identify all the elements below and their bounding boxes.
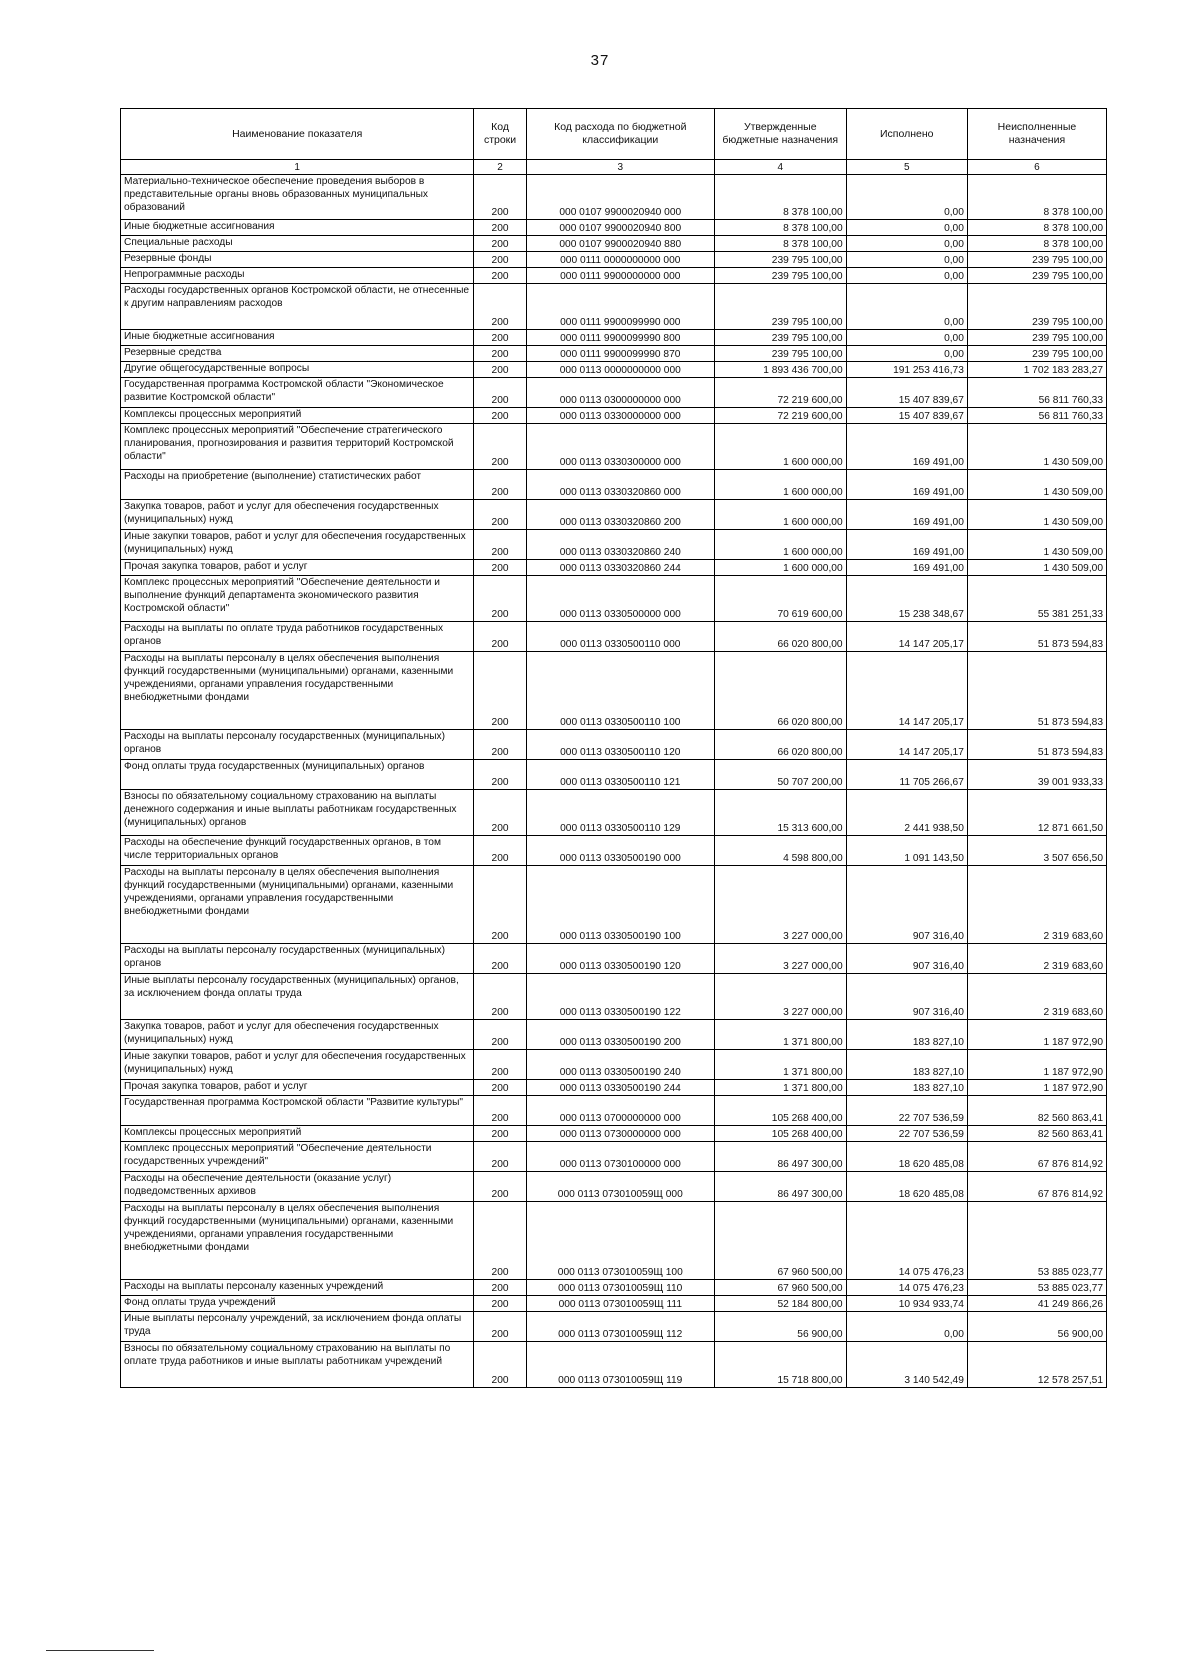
unexecuted-cell: 82 560 863,41 (967, 1096, 1106, 1126)
indicator-name-cell: Иные закупки товаров, работ и услуг для обеспечения государственных (муниципальных) нужд (121, 530, 474, 560)
row-code-cell: 200 (474, 175, 526, 220)
unexecuted-cell: 1 430 509,00 (967, 470, 1106, 500)
approved-cell: 15 718 800,00 (714, 1342, 846, 1388)
unexecuted-cell: 2 319 683,60 (967, 866, 1106, 944)
indicator-name-cell: Закупка товаров, работ и услуг для обеспечения государственных (муниципальных) нужд (121, 1020, 474, 1050)
table-row (121, 560, 1107, 576)
table-row (121, 1172, 1107, 1202)
classification-code-cell: 000 0113 0330000000 000 (526, 408, 714, 424)
table-row (121, 944, 1107, 974)
approved-cell: 1 893 436 700,00 (714, 362, 846, 378)
indicator-name-cell: Резервные фонды (121, 252, 474, 268)
classification-code-cell: 000 0113 0330320860 244 (526, 560, 714, 576)
unexecuted-cell: 12 578 257,51 (967, 1342, 1106, 1388)
approved-cell: 4 598 800,00 (714, 836, 846, 866)
table-row (121, 622, 1107, 652)
classification-code-cell: 000 0111 9900099990 800 (526, 330, 714, 346)
unexecuted-cell: 1 187 972,90 (967, 1080, 1106, 1096)
indicator-name-cell: Расходы на обеспечение деятельности (оказание услуг) подведомственных архивов (121, 1172, 474, 1202)
approved-cell: 8 378 100,00 (714, 220, 846, 236)
approved-cell: 1 600 000,00 (714, 500, 846, 530)
approved-cell: 1 371 800,00 (714, 1020, 846, 1050)
classification-code-cell: 000 0113 0330500110 100 (526, 652, 714, 730)
indicator-name-cell: Расходы государственных органов Костромской области, не отнесенные к другим направлениям расходов (121, 284, 474, 330)
column-number: 3 (526, 160, 714, 175)
unexecuted-cell: 2 319 683,60 (967, 944, 1106, 974)
unexecuted-cell: 51 873 594,83 (967, 652, 1106, 730)
table-row (121, 1096, 1107, 1126)
classification-code-cell: 000 0113 0330320860 240 (526, 530, 714, 560)
executed-cell: 0,00 (846, 175, 967, 220)
unexecuted-cell: 1 187 972,90 (967, 1050, 1106, 1080)
classification-code-cell: 000 0113 0330500190 120 (526, 944, 714, 974)
indicator-name-cell: Расходы на выплаты персоналу казенных учреждений (121, 1280, 474, 1296)
approved-cell: 72 219 600,00 (714, 378, 846, 408)
row-code-cell: 200 (474, 1342, 526, 1388)
unexecuted-cell: 39 001 933,33 (967, 760, 1106, 790)
classification-code-cell: 000 0107 9900020940 880 (526, 236, 714, 252)
table-row (121, 330, 1107, 346)
table-row (121, 760, 1107, 790)
executed-cell: 169 491,00 (846, 424, 967, 470)
executed-cell: 14 075 476,23 (846, 1280, 967, 1296)
approved-cell: 3 227 000,00 (714, 974, 846, 1020)
classification-code-cell: 000 0113 073010059Щ 000 (526, 1172, 714, 1202)
unexecuted-cell: 41 249 866,26 (967, 1296, 1106, 1312)
approved-cell: 56 900,00 (714, 1312, 846, 1342)
unexecuted-cell: 239 795 100,00 (967, 252, 1106, 268)
classification-code-cell: 000 0113 073010059Щ 100 (526, 1202, 714, 1280)
table-row (121, 1280, 1107, 1296)
approved-cell: 66 020 800,00 (714, 622, 846, 652)
table-row (121, 220, 1107, 236)
column-number: 6 (967, 160, 1106, 175)
indicator-name-cell: Комплексы процессных мероприятий (121, 1126, 474, 1142)
indicator-name-cell: Расходы на обеспечение функций государственных органов, в том числе территориальных органов (121, 836, 474, 866)
indicator-name-cell: Расходы на выплаты персоналу в целях обеспечения выполнения функций государственными (муниципальными) органами, казенными учреждениями, органами управления государственными внебюджетными фондами (121, 1202, 474, 1280)
classification-code-cell: 000 0113 0300000000 000 (526, 378, 714, 408)
executed-cell: 14 147 205,17 (846, 652, 967, 730)
table-body (121, 175, 1107, 1388)
table-row (121, 836, 1107, 866)
classification-code-cell: 000 0107 9900020940 000 (526, 175, 714, 220)
row-code-cell: 200 (474, 1312, 526, 1342)
table-row (121, 530, 1107, 560)
unexecuted-cell: 56 900,00 (967, 1312, 1106, 1342)
classification-code-cell: 000 0113 073010059Щ 110 (526, 1280, 714, 1296)
indicator-name-cell: Иные выплаты персоналу государственных (муниципальных) органов, за исключением фонда оплаты труда (121, 974, 474, 1020)
executed-cell: 22 707 536,59 (846, 1126, 967, 1142)
table-row (121, 252, 1107, 268)
approved-cell: 3 227 000,00 (714, 866, 846, 944)
table-row (121, 424, 1107, 470)
table-row (121, 866, 1107, 944)
classification-code-cell: 000 0113 0330500190 100 (526, 866, 714, 944)
row-code-cell: 200 (474, 346, 526, 362)
unexecuted-cell: 1 430 509,00 (967, 500, 1106, 530)
executed-cell: 907 316,40 (846, 866, 967, 944)
indicator-name-cell: Расходы на выплаты персоналу в целях обеспечения выполнения функций государственными (муниципальными) органами, казенными учреждениями, органами управления государственными внебюджетными фондами (121, 652, 474, 730)
classification-code-cell: 000 0113 0330300000 000 (526, 424, 714, 470)
approved-cell: 67 960 500,00 (714, 1202, 846, 1280)
header-approved: Утвержденные бюджетные назначения (714, 109, 846, 160)
approved-cell: 105 268 400,00 (714, 1126, 846, 1142)
indicator-name-cell: Комплекс процессных мероприятий "Обеспечение деятельности и выполнение функций департамента экономического развития Костромской области" (121, 576, 474, 622)
unexecuted-cell: 82 560 863,41 (967, 1126, 1106, 1142)
indicator-name-cell: Иные выплаты персоналу учреждений, за исключением фонда оплаты труда (121, 1312, 474, 1342)
row-code-cell: 200 (474, 1142, 526, 1172)
classification-code-cell: 000 0111 9900000000 000 (526, 268, 714, 284)
budget-execution-table (120, 108, 1107, 1388)
header-executed: Исполнено (846, 109, 967, 160)
header-unexecuted: Неисполненные назначения (967, 109, 1106, 160)
table-row (121, 1296, 1107, 1312)
row-code-cell: 200 (474, 1296, 526, 1312)
approved-cell: 66 020 800,00 (714, 652, 846, 730)
row-code-cell: 200 (474, 330, 526, 346)
executed-cell: 2 441 938,50 (846, 790, 967, 836)
classification-code-cell: 000 0113 0330500000 000 (526, 576, 714, 622)
executed-cell: 14 147 205,17 (846, 730, 967, 760)
table-row (121, 236, 1107, 252)
unexecuted-cell: 239 795 100,00 (967, 330, 1106, 346)
row-code-cell: 200 (474, 576, 526, 622)
approved-cell: 239 795 100,00 (714, 252, 846, 268)
executed-cell: 3 140 542,49 (846, 1342, 967, 1388)
classification-code-cell: 000 0113 0700000000 000 (526, 1096, 714, 1126)
approved-cell: 86 497 300,00 (714, 1142, 846, 1172)
classification-code-cell: 000 0113 073010059Щ 111 (526, 1296, 714, 1312)
indicator-name-cell: Материально-техническое обеспечение проведения выборов в представительные органы вновь образованных муниципальных образований (121, 175, 474, 220)
table-row (121, 730, 1107, 760)
table-row (121, 576, 1107, 622)
table-row (121, 1126, 1107, 1142)
executed-cell: 0,00 (846, 252, 967, 268)
unexecuted-cell: 1 430 509,00 (967, 560, 1106, 576)
unexecuted-cell: 51 873 594,83 (967, 730, 1106, 760)
approved-cell: 67 960 500,00 (714, 1280, 846, 1296)
executed-cell: 10 934 933,74 (846, 1296, 967, 1312)
indicator-name-cell: Специальные расходы (121, 236, 474, 252)
column-number-row (121, 160, 1107, 175)
executed-cell: 169 491,00 (846, 500, 967, 530)
indicator-name-cell: Расходы на выплаты по оплате труда работников государственных органов (121, 622, 474, 652)
classification-code-cell: 000 0113 0330500110 121 (526, 760, 714, 790)
table-row (121, 652, 1107, 730)
approved-cell: 70 619 600,00 (714, 576, 846, 622)
executed-cell: 14 147 205,17 (846, 622, 967, 652)
indicator-name-cell: Иные закупки товаров, работ и услуг для обеспечения государственных (муниципальных) нужд (121, 1050, 474, 1080)
row-code-cell: 200 (474, 730, 526, 760)
row-code-cell: 200 (474, 622, 526, 652)
executed-cell: 169 491,00 (846, 530, 967, 560)
classification-code-cell: 000 0111 9900099990 000 (526, 284, 714, 330)
executed-cell: 191 253 416,73 (846, 362, 967, 378)
executed-cell: 907 316,40 (846, 944, 967, 974)
approved-cell: 239 795 100,00 (714, 268, 846, 284)
unexecuted-cell: 2 319 683,60 (967, 974, 1106, 1020)
unexecuted-cell: 51 873 594,83 (967, 622, 1106, 652)
header-classification-code: Код расхода по бюджетной классификации (526, 109, 714, 160)
table-row (121, 1080, 1107, 1096)
indicator-name-cell: Взносы по обязательному социальному страхованию на выплаты по оплате труда работников и иные выплаты работникам учреждений (121, 1342, 474, 1388)
indicator-name-cell: Государственная программа Костромской области "Экономическое развитие Костромской области" (121, 378, 474, 408)
row-code-cell: 200 (474, 220, 526, 236)
table-row (121, 974, 1107, 1020)
unexecuted-cell: 8 378 100,00 (967, 220, 1106, 236)
table-row (121, 175, 1107, 220)
unexecuted-cell: 56 811 760,33 (967, 408, 1106, 424)
header-row (121, 109, 1107, 160)
executed-cell: 907 316,40 (846, 974, 967, 1020)
page-number: 37 (590, 52, 610, 69)
unexecuted-cell: 53 885 023,77 (967, 1280, 1106, 1296)
header-row-code: Код строки (474, 109, 526, 160)
executed-cell: 15 238 348,67 (846, 576, 967, 622)
unexecuted-cell: 239 795 100,00 (967, 346, 1106, 362)
approved-cell: 1 600 000,00 (714, 424, 846, 470)
table-row (121, 346, 1107, 362)
row-code-cell: 200 (474, 236, 526, 252)
column-number: 1 (121, 160, 474, 175)
row-code-cell: 200 (474, 652, 526, 730)
table-row (121, 470, 1107, 500)
row-code-cell: 200 (474, 1020, 526, 1050)
classification-code-cell: 000 0113 0330500190 244 (526, 1080, 714, 1096)
approved-cell: 52 184 800,00 (714, 1296, 846, 1312)
table-row (121, 408, 1107, 424)
indicator-name-cell: Фонд оплаты труда государственных (муниципальных) органов (121, 760, 474, 790)
classification-code-cell: 000 0113 0330500190 122 (526, 974, 714, 1020)
executed-cell: 183 827,10 (846, 1020, 967, 1050)
row-code-cell: 200 (474, 866, 526, 944)
executed-cell: 183 827,10 (846, 1080, 967, 1096)
unexecuted-cell: 56 811 760,33 (967, 378, 1106, 408)
approved-cell: 239 795 100,00 (714, 284, 846, 330)
approved-cell: 1 600 000,00 (714, 530, 846, 560)
indicator-name-cell: Закупка товаров, работ и услуг для обеспечения государственных (муниципальных) нужд (121, 500, 474, 530)
executed-cell: 169 491,00 (846, 470, 967, 500)
indicator-name-cell: Комплекс процессных мероприятий "Обеспечение стратегического планирования, прогнозирования и развития территорий Костромской области" (121, 424, 474, 470)
classification-code-cell: 000 0113 073010059Щ 112 (526, 1312, 714, 1342)
executed-cell: 14 075 476,23 (846, 1202, 967, 1280)
row-code-cell: 200 (474, 252, 526, 268)
executed-cell: 22 707 536,59 (846, 1096, 967, 1126)
row-code-cell: 200 (474, 284, 526, 330)
column-number: 2 (474, 160, 526, 175)
row-code-cell: 200 (474, 424, 526, 470)
approved-cell: 1 371 800,00 (714, 1050, 846, 1080)
executed-cell: 15 407 839,67 (846, 408, 967, 424)
row-code-cell: 200 (474, 1172, 526, 1202)
table-row (121, 1020, 1107, 1050)
column-number: 4 (714, 160, 846, 175)
unexecuted-cell: 53 885 023,77 (967, 1202, 1106, 1280)
table-row (121, 268, 1107, 284)
row-code-cell: 200 (474, 560, 526, 576)
unexecuted-cell: 3 507 656,50 (967, 836, 1106, 866)
table-row (121, 284, 1107, 330)
classification-code-cell: 000 0113 0330500190 200 (526, 1020, 714, 1050)
approved-cell: 86 497 300,00 (714, 1172, 846, 1202)
table-row (121, 1312, 1107, 1342)
row-code-cell: 200 (474, 944, 526, 974)
indicator-name-cell: Резервные средства (121, 346, 474, 362)
approved-cell: 3 227 000,00 (714, 944, 846, 974)
indicator-name-cell: Прочая закупка товаров, работ и услуг (121, 560, 474, 576)
approved-cell: 239 795 100,00 (714, 346, 846, 362)
unexecuted-cell: 1 430 509,00 (967, 530, 1106, 560)
row-code-cell: 200 (474, 836, 526, 866)
executed-cell: 18 620 485,08 (846, 1172, 967, 1202)
executed-cell: 0,00 (846, 330, 967, 346)
row-code-cell: 200 (474, 974, 526, 1020)
executed-cell: 0,00 (846, 346, 967, 362)
row-code-cell: 200 (474, 500, 526, 530)
row-code-cell: 200 (474, 378, 526, 408)
executed-cell: 0,00 (846, 284, 967, 330)
row-code-cell: 200 (474, 1126, 526, 1142)
approved-cell: 105 268 400,00 (714, 1096, 846, 1126)
unexecuted-cell: 239 795 100,00 (967, 284, 1106, 330)
unexecuted-cell: 1 702 183 283,27 (967, 362, 1106, 378)
classification-code-cell: 000 0113 073010059Щ 119 (526, 1342, 714, 1388)
unexecuted-cell: 239 795 100,00 (967, 268, 1106, 284)
row-code-cell: 200 (474, 268, 526, 284)
indicator-name-cell: Непрограммные расходы (121, 268, 474, 284)
approved-cell: 66 020 800,00 (714, 730, 846, 760)
approved-cell: 1 600 000,00 (714, 560, 846, 576)
executed-cell: 0,00 (846, 268, 967, 284)
indicator-name-cell: Другие общегосударственные вопросы (121, 362, 474, 378)
approved-cell: 239 795 100,00 (714, 330, 846, 346)
indicator-name-cell: Государственная программа Костромской области "Развитие культуры" (121, 1096, 474, 1126)
row-code-cell: 200 (474, 1280, 526, 1296)
unexecuted-cell: 67 876 814,92 (967, 1172, 1106, 1202)
table-row (121, 1142, 1107, 1172)
executed-cell: 1 091 143,50 (846, 836, 967, 866)
unexecuted-cell: 8 378 100,00 (967, 236, 1106, 252)
indicator-name-cell: Комплексы процессных мероприятий (121, 408, 474, 424)
approved-cell: 8 378 100,00 (714, 236, 846, 252)
indicator-name-cell: Иные бюджетные ассигнования (121, 330, 474, 346)
row-code-cell: 200 (474, 1080, 526, 1096)
row-code-cell: 200 (474, 1050, 526, 1080)
approved-cell: 1 371 800,00 (714, 1080, 846, 1096)
approved-cell: 50 707 200,00 (714, 760, 846, 790)
classification-code-cell: 000 0107 9900020940 800 (526, 220, 714, 236)
table-row (121, 1050, 1107, 1080)
indicator-name-cell: Фонд оплаты труда учреждений (121, 1296, 474, 1312)
classification-code-cell: 000 0113 0330500110 120 (526, 730, 714, 760)
row-code-cell: 200 (474, 760, 526, 790)
executed-cell: 183 827,10 (846, 1050, 967, 1080)
header-indicator-name: Наименование показателя (121, 109, 474, 160)
indicator-name-cell: Расходы на выплаты персоналу в целях обеспечения выполнения функций государственными (муниципальными) органами, казенными учреждениями, органами управления государственными внебюджетными фондами (121, 866, 474, 944)
classification-code-cell: 000 0113 0330320860 000 (526, 470, 714, 500)
table-row (121, 1342, 1107, 1388)
row-code-cell: 200 (474, 1202, 526, 1280)
row-code-cell: 200 (474, 790, 526, 836)
table-row (121, 790, 1107, 836)
classification-code-cell: 000 0111 0000000000 000 (526, 252, 714, 268)
table-row (121, 378, 1107, 408)
approved-cell: 15 313 600,00 (714, 790, 846, 836)
row-code-cell: 200 (474, 408, 526, 424)
executed-cell: 0,00 (846, 220, 967, 236)
row-code-cell: 200 (474, 470, 526, 500)
indicator-name-cell: Расходы на выплаты персоналу государственных (муниципальных) органов (121, 730, 474, 760)
indicator-name-cell: Комплекс процессных мероприятий "Обеспечение деятельности государственных учреждений" (121, 1142, 474, 1172)
unexecuted-cell: 55 381 251,33 (967, 576, 1106, 622)
approved-cell: 8 378 100,00 (714, 175, 846, 220)
classification-code-cell: 000 0113 0330320860 200 (526, 500, 714, 530)
classification-code-cell: 000 0113 0730100000 000 (526, 1142, 714, 1172)
indicator-name-cell: Иные бюджетные ассигнования (121, 220, 474, 236)
unexecuted-cell: 8 378 100,00 (967, 175, 1106, 220)
table-row (121, 1202, 1107, 1280)
executed-cell: 169 491,00 (846, 560, 967, 576)
classification-code-cell: 000 0113 0330500110 129 (526, 790, 714, 836)
unexecuted-cell: 12 871 661,50 (967, 790, 1106, 836)
executed-cell: 0,00 (846, 1312, 967, 1342)
approved-cell: 72 219 600,00 (714, 408, 846, 424)
column-number: 5 (846, 160, 967, 175)
footnote-divider (46, 1650, 154, 1651)
unexecuted-cell: 1 187 972,90 (967, 1020, 1106, 1050)
indicator-name-cell: Расходы на выплаты персоналу государственных (муниципальных) органов (121, 944, 474, 974)
row-code-cell: 200 (474, 362, 526, 378)
indicator-name-cell: Взносы по обязательному социальному страхованию на выплаты денежного содержания и иные выплаты работникам государственных (муниципальных) органов (121, 790, 474, 836)
classification-code-cell: 000 0111 9900099990 870 (526, 346, 714, 362)
executed-cell: 18 620 485,08 (846, 1142, 967, 1172)
indicator-name-cell: Расходы на приобретение (выполнение) статистических работ (121, 470, 474, 500)
executed-cell: 0,00 (846, 236, 967, 252)
table-row (121, 362, 1107, 378)
classification-code-cell: 000 0113 0000000000 000 (526, 362, 714, 378)
classification-code-cell: 000 0113 0330500190 240 (526, 1050, 714, 1080)
executed-cell: 11 705 266,67 (846, 760, 967, 790)
indicator-name-cell: Прочая закупка товаров, работ и услуг (121, 1080, 474, 1096)
classification-code-cell: 000 0113 0330500110 000 (526, 622, 714, 652)
unexecuted-cell: 1 430 509,00 (967, 424, 1106, 470)
approved-cell: 1 600 000,00 (714, 470, 846, 500)
row-code-cell: 200 (474, 530, 526, 560)
row-code-cell: 200 (474, 1096, 526, 1126)
table-row (121, 500, 1107, 530)
classification-code-cell: 000 0113 0330500190 000 (526, 836, 714, 866)
classification-code-cell: 000 0113 0730000000 000 (526, 1126, 714, 1142)
unexecuted-cell: 67 876 814,92 (967, 1142, 1106, 1172)
executed-cell: 15 407 839,67 (846, 378, 967, 408)
